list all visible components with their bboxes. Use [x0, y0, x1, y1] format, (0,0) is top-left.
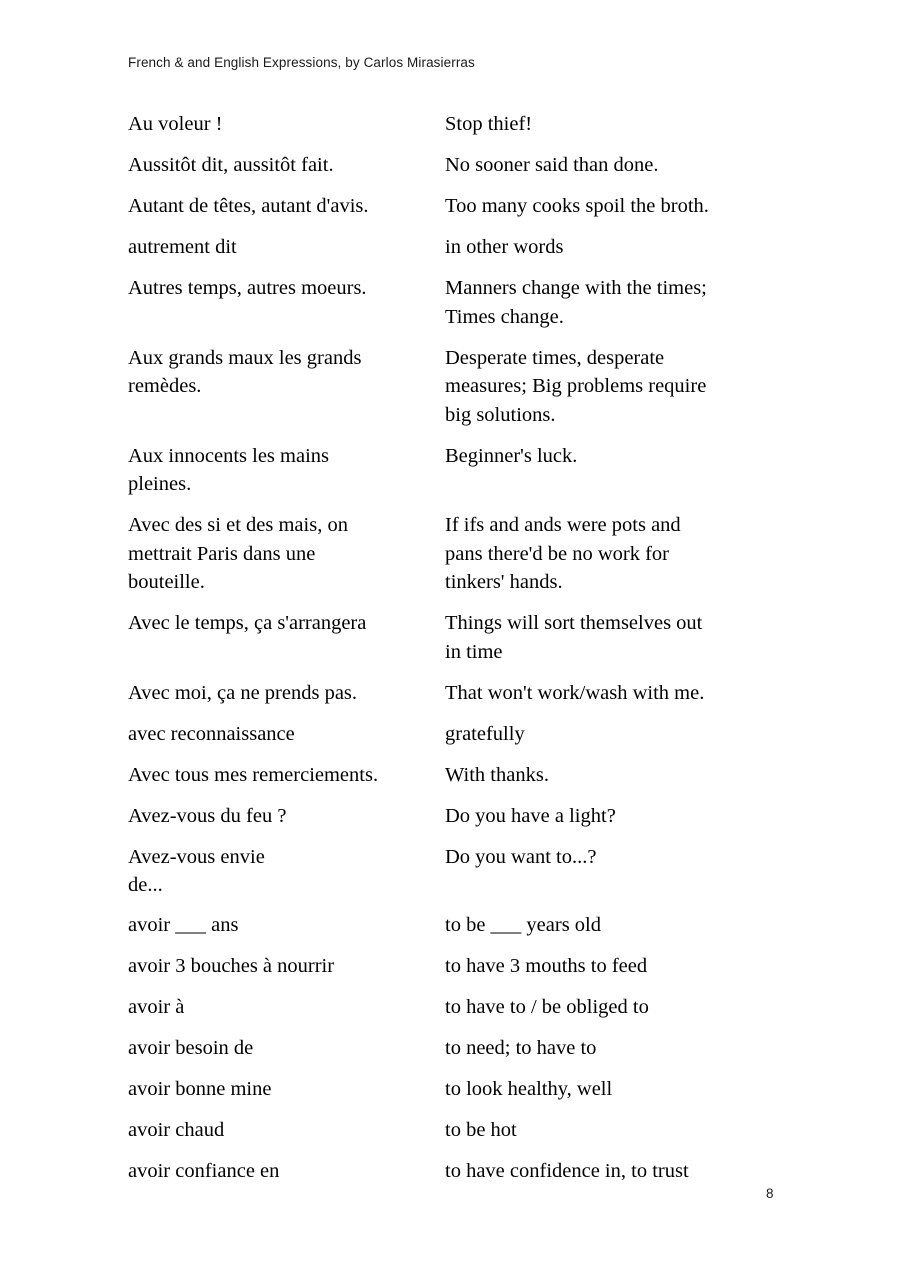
english-translation	[445, 511, 775, 597]
french-line: Avec le temps, ça s'arrangera	[128, 612, 367, 634]
french-expression	[128, 911, 445, 940]
french-expression	[128, 151, 445, 180]
english-line: to have 3 mouths to feed	[445, 954, 648, 977]
expression-row	[128, 1034, 788, 1063]
english-line: big solutions.	[445, 403, 556, 426]
french-expression	[128, 952, 445, 981]
english-line: Manners change with the times;	[445, 277, 707, 299]
expression-row	[128, 1157, 788, 1186]
french-expression	[128, 720, 445, 749]
english-translation	[445, 233, 775, 262]
english-translation	[445, 843, 775, 872]
french-line: avoir à	[128, 995, 185, 1018]
english-translation	[445, 110, 775, 139]
expression-list	[128, 110, 788, 1198]
french-expression	[128, 1075, 445, 1104]
french-line: avoir bonne mine	[128, 1077, 272, 1100]
english-line: Do you want to...?	[445, 845, 597, 868]
expression-row	[128, 761, 788, 790]
french-expression	[128, 1116, 445, 1145]
english-line: With thanks.	[445, 763, 549, 786]
english-translation	[445, 192, 775, 221]
english-line: in time	[445, 640, 503, 663]
english-line: in other words	[445, 236, 564, 258]
french-line: avoir ___ ans	[128, 913, 239, 936]
english-line: If ifs and ands were pots and	[445, 514, 681, 536]
expression-row	[128, 679, 788, 708]
expression-row	[128, 609, 788, 666]
english-line: to be ___ years old	[445, 913, 601, 936]
expression-row	[128, 151, 788, 180]
english-translation	[445, 1075, 775, 1104]
page-number: 8	[766, 1186, 774, 1201]
expression-row	[128, 720, 788, 749]
english-translation	[445, 274, 775, 331]
english-line: pans there'd be no work for	[445, 542, 669, 565]
french-expression	[128, 192, 445, 221]
english-line: to look healthy, well	[445, 1077, 613, 1100]
french-line: autrement dit	[128, 236, 237, 258]
english-line: to need; to have to	[445, 1036, 597, 1059]
french-line: avec reconnaissance	[128, 722, 295, 745]
expression-row	[128, 1075, 788, 1104]
french-line: Avec des si et des mais, on	[128, 514, 348, 536]
french-expression	[128, 761, 445, 790]
english-translation	[445, 1034, 775, 1063]
expression-row	[128, 843, 788, 900]
french-expression	[128, 679, 445, 708]
french-expression	[128, 442, 445, 499]
english-line: to have to / be obliged to	[445, 995, 649, 1018]
french-expression	[128, 802, 445, 831]
english-line: to have confidence in, to trust	[445, 1159, 689, 1182]
french-expression	[128, 993, 445, 1022]
english-line: measures; Big problems require	[445, 375, 707, 397]
french-line: Aussitôt dit, aussitôt fait.	[128, 154, 334, 176]
english-translation	[445, 609, 775, 666]
french-line: Avez-vous envie	[128, 845, 265, 868]
french-expression	[128, 609, 445, 638]
english-translation	[445, 802, 775, 831]
french-line: Aux grands maux les grands	[128, 346, 362, 369]
french-expression	[128, 511, 445, 597]
french-line: Autant de têtes, autant d'avis.	[128, 195, 369, 217]
english-line: Stop thief!	[445, 113, 533, 135]
french-line: avoir besoin de	[128, 1036, 254, 1059]
expression-row	[128, 911, 788, 940]
english-translation	[445, 1116, 775, 1145]
expression-row	[128, 802, 788, 831]
french-line: bouteille.	[128, 571, 205, 593]
expression-row	[128, 233, 788, 262]
french-line: Aux innocents les mains	[128, 444, 329, 467]
french-expression	[128, 1034, 445, 1063]
english-line: gratefully	[445, 722, 525, 745]
english-line: Times change.	[445, 305, 564, 328]
expression-row	[128, 344, 788, 430]
english-translation	[445, 911, 775, 940]
english-translation	[445, 151, 775, 180]
english-line: Too many cooks spoil the broth.	[445, 195, 709, 217]
english-translation	[445, 761, 775, 790]
french-line: Avec moi, ça ne prends pas.	[128, 681, 358, 704]
expression-row	[128, 274, 788, 331]
expression-row	[128, 110, 788, 139]
french-expression	[128, 843, 445, 900]
french-line: avoir 3 bouches à nourrir	[128, 954, 335, 977]
french-line: Au voleur !	[128, 113, 223, 135]
expression-row	[128, 511, 788, 597]
english-line: tinkers' hands.	[445, 571, 563, 593]
english-line: to be hot	[445, 1118, 517, 1141]
english-translation	[445, 442, 775, 471]
expression-row	[128, 1116, 788, 1145]
english-translation	[445, 993, 775, 1022]
english-line: Desperate times, desperate	[445, 346, 665, 369]
french-expression	[128, 1157, 445, 1186]
english-translation	[445, 952, 775, 981]
expression-row	[128, 442, 788, 499]
expression-row	[128, 993, 788, 1022]
english-translation	[445, 1157, 775, 1186]
french-expression	[128, 110, 445, 139]
english-translation	[445, 344, 775, 430]
expression-row	[128, 192, 788, 221]
french-line: Avez-vous du feu ?	[128, 804, 287, 827]
french-line: avoir confiance en	[128, 1159, 280, 1182]
english-line: Things will sort themselves out	[445, 612, 703, 634]
english-line: Beginner's luck.	[445, 444, 578, 467]
english-translation	[445, 679, 775, 708]
expression-row	[128, 952, 788, 981]
french-line: Avec tous mes remerciements.	[128, 763, 379, 786]
english-line: No sooner said than done.	[445, 154, 659, 176]
french-line: de...	[128, 874, 163, 896]
english-line: Do you have a light?	[445, 804, 616, 827]
french-line: remèdes.	[128, 375, 202, 397]
english-line: That won't work/wash with me.	[445, 681, 705, 704]
french-line: mettrait Paris dans une	[128, 542, 316, 565]
french-line: Autres temps, autres moeurs.	[128, 277, 367, 299]
english-translation	[445, 720, 775, 749]
french-expression	[128, 233, 445, 262]
french-expression	[128, 344, 445, 401]
french-line: pleines.	[128, 473, 192, 495]
french-line: avoir chaud	[128, 1118, 225, 1141]
french-expression	[128, 274, 445, 303]
running-head: French & and English Expressions, by Carlos Mirasierras	[128, 55, 475, 70]
